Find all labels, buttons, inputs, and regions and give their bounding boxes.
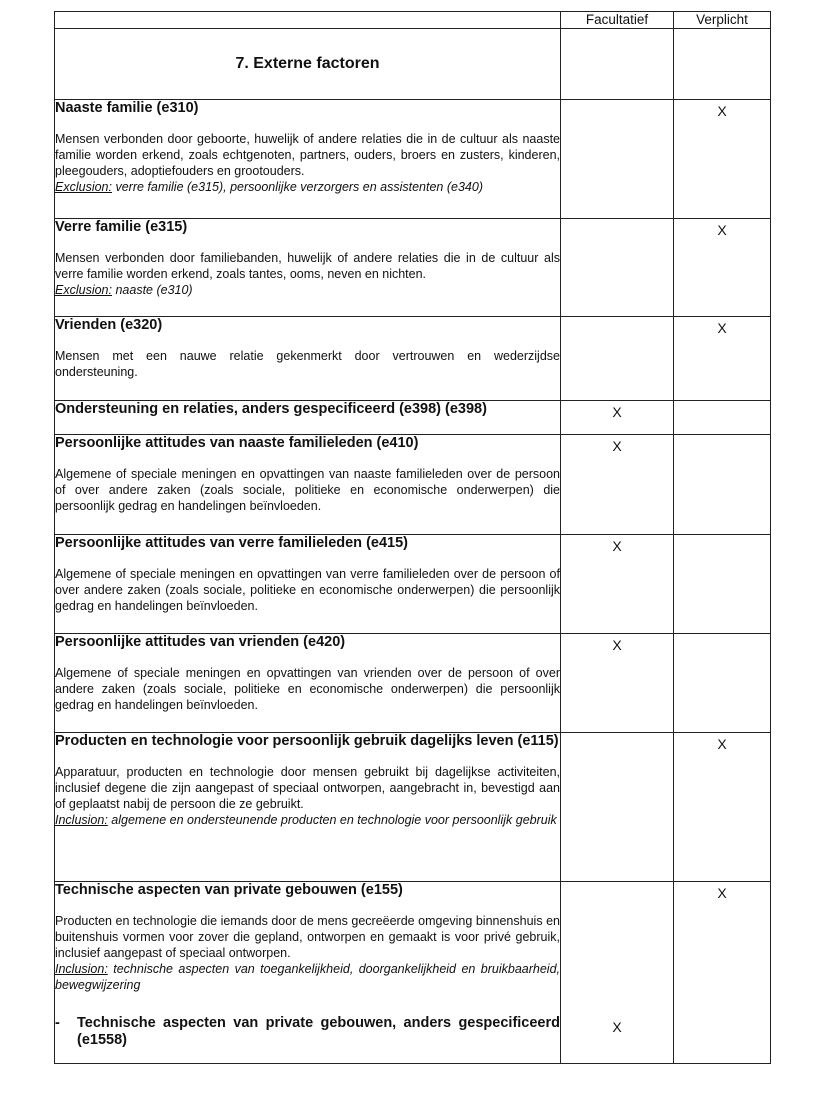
table-row [55,401,771,435]
row-description: Producten en technologie die iemands door de mens gecreëerde omgeving binnenshuis en buitenshuis vormen voor zover die gepland, ontworpen en gemaakt is voor privé gebruik, inclusief aangepast of speciaal ontworpen. [55,914,560,960]
note-text: naaste (e310) [111,283,193,297]
facultatief-mark: X [561,401,674,435]
section-title-row [55,29,771,100]
sub-item-dash: - [55,1015,60,1031]
row-title: Persoonlijke attitudes van vrienden (e420) [55,634,346,650]
note-label: Exclusion: [55,180,112,194]
row-title: Naaste familie (e310) [55,100,199,116]
verplicht-mark: X [674,733,771,882]
sub-item-title: Technische aspecten van private gebouwen, anders gespecificeerd (e1558) [77,1015,560,1048]
verplicht-mark [674,401,771,435]
table-row [55,435,771,535]
row-description-cell [55,733,561,882]
row-title: Technische aspecten van private gebouwen (e155) [55,882,403,898]
row-note [55,812,560,828]
header-row [55,12,771,29]
row-description-cell [55,535,561,634]
verplicht-mark: X [674,317,771,401]
criteria-table [54,11,771,1064]
row-description: Apparatuur, producten en technologie door mensen gebruikt bij dagelijkse activiteiten, inclusief degene die zijn aangepast of speciaal ontworpen, aangebracht in, bevestigd aan of geplaatst nabij de persoon die ze gebruikt. [55,765,560,811]
facultatief-mark: X [561,435,674,535]
row-title: Vrienden (e320) [55,317,163,333]
verplicht-mark [674,435,771,535]
row-title: Persoonlijke attitudes van naaste familieleden (e410) [55,435,419,451]
column-header-verplicht: Verplicht [674,12,771,29]
row-description-cell [55,100,561,219]
row-description-cell [55,317,561,401]
header-blank-cell [55,12,561,29]
section-title-blank [674,29,771,100]
row-description-cell [55,435,561,535]
table-row [55,882,771,1064]
facultatief-mark [561,100,674,219]
row-description-cell [55,401,561,435]
row-description: Algemene of speciale meningen en opvattingen van verre familieleden over de persoon of over andere zaken (zoals sociale, politieke en economische onderwerpen) die persoonlijk gedrag en handelingen beïnvloeden. [55,567,560,613]
row-description: Algemene of speciale meningen en opvattingen van naaste familieleden over de persoon of over andere zaken (zoals sociale, politieke en economische onderwerpen) die persoonlijk gedrag en handelingen beïnvloeden. [55,467,560,513]
facultatief-mark [561,733,674,882]
table-row [55,219,771,317]
verplicht-mark: X [674,219,771,317]
table-row [55,100,771,219]
facultatief-mark [561,219,674,317]
verplicht-mark [674,634,771,733]
row-description-cell [55,882,561,1064]
section-title: 7. Externe factoren [55,29,561,100]
row-description: Mensen verbonden door geboorte, huwelijk of andere relaties die in de cultuur als naaste familie worden erkend, zoals echtgenoten, partners, ouders, broers en zusters, kinderen, pleegouders, adoptiefouders en grootouders. [55,132,560,178]
row-description: Algemene of speciale meningen en opvattingen van vrienden over de persoon of over andere zaken (zoals sociale, politieke en economische onderwerpen) die persoonlijk gedrag en handelingen beïnvloeden. [55,666,560,712]
column-header-facultatief: Facultatief [561,12,674,29]
row-description-cell [55,634,561,733]
facultatief-mark: X [561,535,674,634]
note-text: technische aspecten van toegankelijkheid, doorgankelijkheid en bruikbaarheid, bewegwijzering [55,962,560,992]
note-label: Inclusion: [55,813,108,827]
table-row [55,634,771,733]
row-title: Ondersteuning en relaties, anders gespecificeerd (e398) (e398) [55,401,487,417]
sub-item [55,1015,560,1049]
note-label: Inclusion: [55,962,108,976]
facultatief-mark [561,882,674,1064]
row-title: Verre familie (e315) [55,219,188,235]
row-title: Producten en technologie voor persoonlijk gebruik dagelijks leven (e115) [55,733,559,749]
verplicht-mark [674,535,771,634]
row-description-cell [55,219,561,317]
verplicht-mark: X [674,100,771,219]
sub-item-facultatief-mark: X [612,1019,622,1035]
row-description: Mensen met een nauwe relatie gekenmerkt door vertrouwen en wederzijdse ondersteuning. [55,349,560,379]
section-title-blank [561,29,674,100]
row-note [55,179,560,195]
table-row [55,733,771,882]
table-row [55,535,771,634]
row-note [55,282,560,298]
facultatief-mark [561,317,674,401]
verplicht-mark: X [674,882,771,1064]
note-label: Exclusion: [55,283,112,297]
table-row [55,317,771,401]
row-note [55,961,560,993]
row-title: Persoonlijke attitudes van verre familieleden (e415) [55,535,408,551]
note-text: verre familie (e315), persoonlijke verzorgers en assistenten (e340) [111,180,483,194]
note-text: algemene en ondersteunende producten en technologie voor persoonlijk gebruik [107,813,557,827]
facultatief-mark: X [561,634,674,733]
row-description: Mensen verbonden door familiebanden, huwelijk of andere relaties die in de cultuur als verre familie worden erkend, zoals tantes, ooms, neven en nichten. [55,251,560,281]
